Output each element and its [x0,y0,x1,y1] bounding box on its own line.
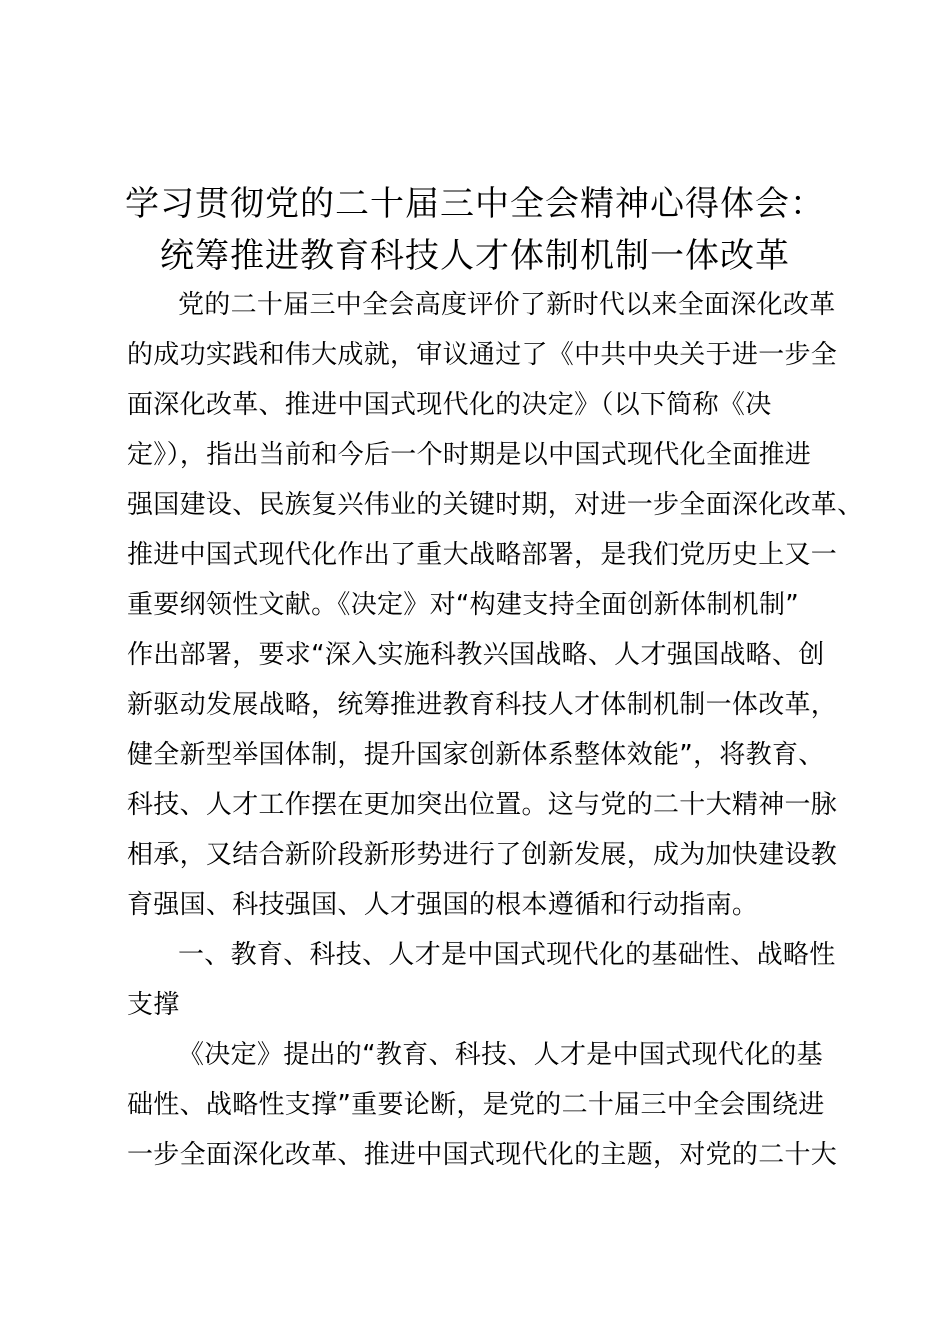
paragraph-1-line-4: 定》），指出当前和今后一个时期是以中国式现代化全面推进 [127,440,812,470]
paragraph-1-line-3: 面深化改革、推进中国式现代化的决定》（以下简称《决 [127,390,772,420]
paragraph-1-line-7: 重要纲领性文献。《决定》对“构建支持全面创新体制机制” [127,590,800,620]
paragraph-2-line-3: 一步全面深化改革、推进中国式现代化的主题，对党的二十大 [127,1140,838,1170]
paragraph-1-line-12: 相承，又结合新阶段新形势进行了创新发展，成为加快建设教 [127,840,838,870]
paragraph-2-line-2: 础性、战略性支撑”重要论断，是党的二十届三中全会围绕进 [127,1090,825,1120]
paragraph-1-line-10: 健全新型举国体制，提升国家创新体系整体效能”，将教育、 [127,740,825,770]
section-heading-1-line-1: 一、教育、科技、人才是中国式现代化的基础性、战略性 [178,940,836,970]
paragraph-1-line-6: 推进中国式现代化作出了重大战略部署，是我们党历史上又一 [127,540,838,570]
paragraph-1-line-11: 科技、人才工作摆在更加突出位置。这与党的二十大精神一脉 [127,790,838,820]
paragraph-2-line-1: 《决定》提出的“教育、科技、人才是中国式现代化的基 [178,1040,823,1070]
paragraph-1-line-2: 的成功实践和伟大成就，审议通过了《中共中央关于进一步全 [127,340,838,370]
paragraph-1-line-9: 新驱动发展战略，统筹推进教育科技人才体制机制一体改革， [127,690,838,720]
section-heading-1-line-2: 支撑 [127,990,180,1020]
document-title-line-2: 统筹推进教育科技人才体制机制一体改革 [160,236,790,276]
document-title-line-1: 学习贯彻党的二十届三中全会精神心得体会： [125,184,825,224]
paragraph-1-line-8: 作出部署，要求“深入实施科教兴国战略、人才强国战略、创 [127,640,825,670]
paragraph-1-line-5: 强国建设、民族复兴伟业的关键时期，对进一步全面深化改革、 [127,490,864,520]
paragraph-1-line-1: 党的二十届三中全会高度评价了新时代以来全面深化改革 [178,290,836,320]
paragraph-1-line-13: 育强国、科技强国、人才强国的根本遵循和行动指南。 [127,890,759,920]
